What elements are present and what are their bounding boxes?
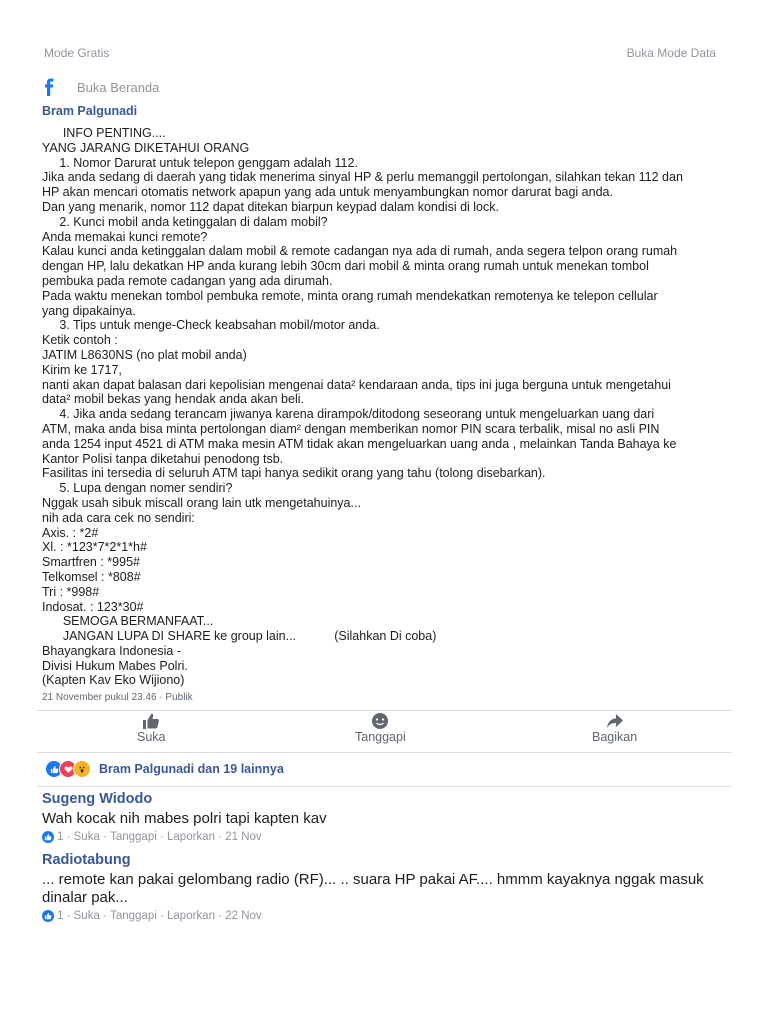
home-link[interactable] [42,76,159,98]
comment-text: Wah kocak nih mabes polri tapi kapten kav [42,810,327,827]
post-line: Divisi Hukum Mabes Polri. [42,658,188,673]
comment-item [42,791,732,843]
comment-item [42,852,732,922]
post-line: Axis. : *2# [42,525,99,540]
post-line: nih ada cara cek no sendiri: [42,510,195,525]
action-bar [37,712,732,752]
post-line: 4. Jika anda sedang terancam jiwanya karena dirampok/ditodong seseorang untuk mengeluarkan uang dari [42,407,655,422]
speech-face-icon [371,712,389,730]
post-line: JATIM L8630NS (no plat mobil anda) [42,347,247,362]
like-label: Suka [137,730,166,744]
home-label: Buka Beranda [77,79,160,95]
comment-reply-link[interactable]: Tanggapi [110,831,157,843]
share-label: Bagikan [592,730,638,744]
like-button[interactable] [137,712,166,744]
facebook-icon [42,78,56,96]
post-line: anda 1254 input 4521 di ATM maka mesin ATM tidak akan mengeluarkan uang anda , melainkan Tanda Bahaya ke [42,436,677,451]
post-line: Jika anda sedang di daerah yang tidak menerima sinyal HP & perlu memanggil pertolongan, silahkan tekan 112 dan [42,170,683,185]
post-line: Anda memakai kunci remote? [42,229,208,244]
post-body [42,126,732,688]
open-data-mode-link[interactable]: Buka Mode Data [626,46,716,60]
post-line: Xl. : *123*7*2*1*h# [42,540,147,555]
comment-report-link[interactable]: Laporkan [167,831,215,843]
post-line: ATM, maka anda bisa minta pertolongan diam² dengan memberikan nomor PIN scara terbalik, misal no asli PIN [42,421,660,436]
post-line: Dan yang menarik, nomor 112 dapat ditekan biarpun keypad dalam kondisi di lock. [42,199,499,214]
share-arrow-icon [606,712,624,730]
post-line: 1. Nomor Darurat untuk telepon genggam adalah 112. [42,155,358,170]
thumbs-up-icon [42,910,54,922]
post-line: Smartfren : *995# [42,555,140,570]
comment-button[interactable] [355,712,406,744]
comment-meta: 1 · Suka · Tanggapi · Laporkan · 21 Nov [42,831,732,843]
comment-like-count[interactable]: 1 [57,910,64,922]
comment-text: ... remote kan pakai gelombang radio (RF)... .. suara HP pakai AF.... hmmm kayaknya nggak masuk dinalar pak... [42,871,704,906]
post-line: (Kapten Kav Eko Wijiono) [42,673,185,688]
post-line: Kirim ke 1717, [42,362,122,377]
post-line: Tri : *998# [42,584,100,599]
post-line: Ketik contoh : [42,333,118,348]
post-timestamp[interactable]: 21 November pukul 23.46 · Publik [42,692,193,703]
post-line: SEMOGA BERMANFAAT... [42,614,214,629]
share-button[interactable] [592,712,637,744]
divider-bottom [37,752,732,753]
comment-date: 21 Nov [225,831,262,843]
comment-reply-link[interactable]: Tanggapi [110,910,157,922]
post-line: Fasilitas ini tersedia di seluruh ATM tapi hanya sedikit orang yang tahu (tolong disebarkan). [42,466,546,481]
comment-like-count[interactable]: 1 [57,831,64,843]
top-bar [0,0,768,60]
post-line: yang dipakainya. [42,303,136,318]
post-line: dengan HP, lalu dekatkan HP anda kurang lebih 30cm dari mobil & minta orang rumah untuk menekan tombol [42,259,649,274]
post-line: 5. Lupa dengan nomer sendiri? [42,481,233,496]
divider-comments [37,786,732,787]
wow-reaction-icon [73,760,91,778]
post-author[interactable]: Bram Palgunadi [42,104,138,118]
comment-author[interactable]: Sugeng Widodo [42,791,153,807]
post-line: Indosat. : 123*30# [42,599,144,614]
post-line: INFO PENTING.... [42,126,166,140]
reaction-icons [45,760,87,778]
comment-like-link[interactable]: Suka [73,910,100,922]
post-line: Pada waktu menekan tombol pembuka remote, minta orang rumah mendekatkan remotenya ke telepon cellular [42,288,658,303]
post-line: Telkomsel : *808# [42,569,141,584]
post-line: YANG JARANG DIKETAHUI ORANG [42,140,250,155]
post-line: data² mobil bekas yang hendak anda akan beli. [42,392,304,407]
post-line: 2. Kunci mobil anda ketinggalan di dalam mobil? [42,214,328,229]
comment-date: 22 Nov [225,910,262,922]
post-line: 3. Tips untuk menge-Check keabsahan mobil/motor anda. [42,318,380,333]
comment-report-link[interactable]: Laporkan [167,910,215,922]
post-line: Nggak usah sibuk miscall orang lain utk mengetahuinya... [42,495,361,510]
comment-author[interactable]: Radiotabung [42,852,131,868]
comment-meta: 1 · Suka · Tanggapi · Laporkan · 22 Nov [42,910,732,922]
post-line: HP akan mencari otomatis network apapun yang ada untuk menyambungkan nomor darurat bagi anda. [42,185,613,200]
comment-label: Tanggapi [355,730,406,744]
post-line: Kalau kunci anda ketinggalan dalam mobil & remote cadangan nya ada di rumah, anda segera telpon orang rumah [42,244,678,259]
post-line: nanti akan dapat balasan dari kepolisian mengenai data² kendaraan anda, tips ini juga berguna untuk mengetahui [42,377,671,392]
reactions-summary[interactable] [45,760,284,778]
comment-like-link[interactable]: Suka [73,831,100,843]
divider-top [37,710,732,711]
post-line: pembuka pada remote cadangan yang ada dirumah. [42,273,333,288]
post-line: Kantor Polisi tanpa diketahui penodong tsb. [42,451,284,466]
thumbs-up-icon [42,831,54,843]
post-line: Bhayangkara Indonesia - [42,643,181,658]
reaction-names: Bram Palgunadi dan 19 lainnya [99,762,284,776]
thumbs-up-icon [142,712,160,730]
post-line: JANGAN LUPA DI SHARE ke group lain... (Silahkan Di coba) [42,629,437,644]
free-mode-label: Mode Gratis [44,46,110,60]
